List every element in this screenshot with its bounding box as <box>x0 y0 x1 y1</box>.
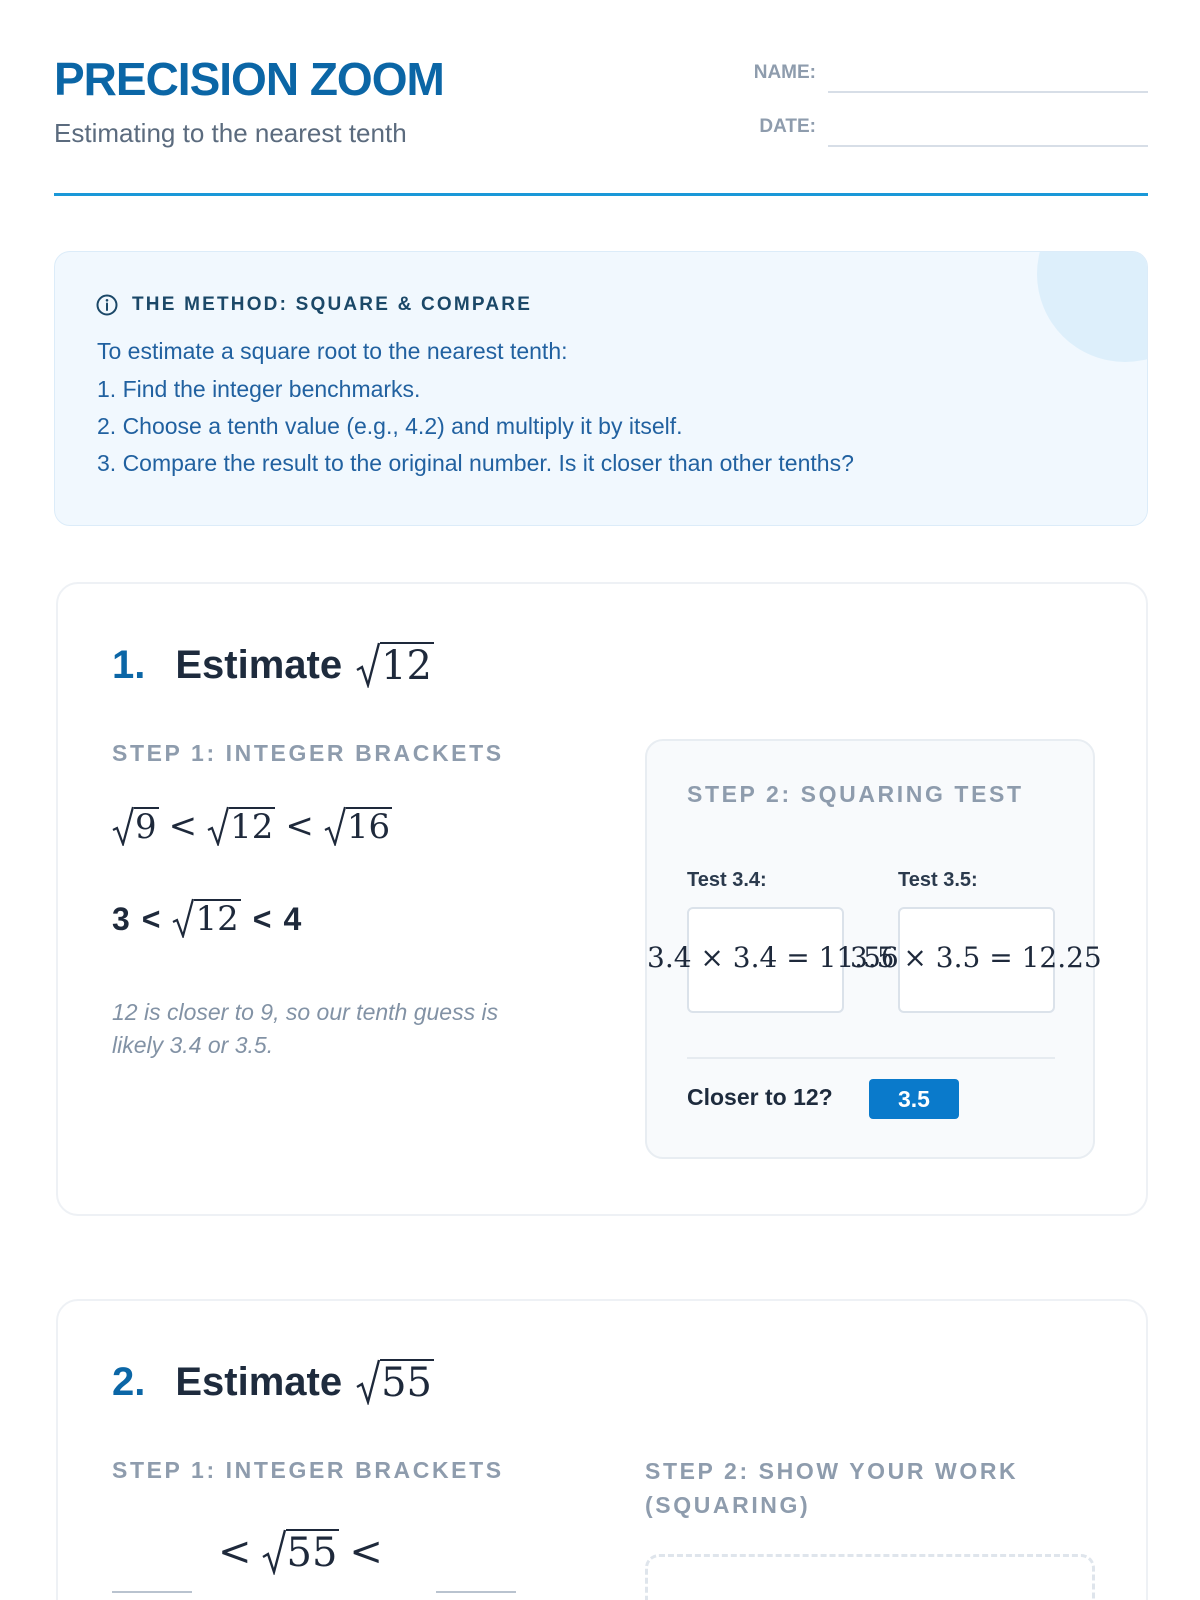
root-bracket-inequality: 9 < 12 < 16 <box>112 806 392 846</box>
int-upper: 4 <box>283 901 302 937</box>
problem-heading <box>112 1359 434 1405</box>
problem-prompt: Estimate <box>175 1359 343 1404</box>
page-title: PRECISION ZOOM <box>54 53 444 105</box>
info-icon <box>96 294 118 316</box>
problem-heading <box>112 642 434 688</box>
method-header <box>96 294 532 316</box>
upper-bound-blank[interactable] <box>436 1591 516 1593</box>
test-label-1: Test 3.4: <box>687 869 767 891</box>
panel-divider <box>687 1057 1055 1059</box>
method-line: 3. Compare the result to the original number. Is it closer than other tenths? <box>97 450 854 476</box>
bracket-upper: 16 <box>346 806 391 847</box>
bracket-target: 12 <box>230 806 274 847</box>
int-lower: 3 <box>112 901 130 937</box>
radicand: 12 <box>381 643 433 689</box>
test-expression-2: 3.5 × 3.5 = 12.25 <box>850 941 1102 974</box>
radicand: 55 <box>286 1530 338 1576</box>
method-box <box>54 251 1148 526</box>
problem-card-1 <box>56 582 1148 1216</box>
closer-question: Closer to 12? <box>687 1084 833 1110</box>
method-line: 2. Choose a tenth value (e.g., 4.2) and multiply it by itself. <box>97 413 683 439</box>
problem-radical <box>356 1359 434 1405</box>
radicand: 55 <box>381 1360 433 1406</box>
integer-bracket-inequality: 3 < 12 < 4 <box>112 898 302 939</box>
problem-card-2 <box>56 1299 1148 1600</box>
hint-note: 12 is closer to 9, so our tenth guess is likely 3.4 or 3.5. <box>112 999 499 1058</box>
decorative-circle <box>1037 251 1148 362</box>
step1-label: STEP 1: INTEGER BRACKETS <box>112 740 504 766</box>
date-label: DATE: <box>759 116 816 137</box>
closer-answer-badge: 3.5 <box>869 1079 959 1119</box>
page-subtitle: Estimating to the nearest tenth <box>54 118 407 148</box>
step1-label: STEP 1: INTEGER BRACKETS <box>112 1457 504 1483</box>
bracket-lower: 9 <box>135 806 157 847</box>
work-area[interactable] <box>645 1554 1095 1600</box>
test-expression-1: 3.4 × 3.4 = 11.56 <box>647 941 899 974</box>
method-line: 1. Find the integer benchmarks. <box>97 376 421 402</box>
problem-prompt: Estimate <box>175 642 343 687</box>
problem-number: 2. <box>112 1359 146 1404</box>
int-target: 12 <box>195 898 239 939</box>
lower-bound-blank[interactable] <box>112 1591 192 1593</box>
name-field[interactable] <box>828 91 1148 93</box>
step2-label: STEP 2: SHOW YOUR WORK (SQUARING) <box>645 1458 1019 1518</box>
problem-radical <box>356 642 434 688</box>
problem-number: 1. <box>112 642 146 687</box>
bracket-inequality: < 55 < <box>218 1529 383 1576</box>
test-label-2: Test 3.5: <box>898 869 978 891</box>
method-title: THE METHOD: SQUARE & COMPARE <box>132 294 533 315</box>
step2-label: STEP 2: SQUARING TEST <box>687 781 1024 807</box>
method-line: To estimate a square root to the nearest tenth: <box>97 338 568 364</box>
squaring-test-panel <box>645 739 1102 1159</box>
name-label: NAME: <box>753 62 816 83</box>
header-divider <box>54 193 1148 196</box>
date-field[interactable] <box>828 145 1148 147</box>
